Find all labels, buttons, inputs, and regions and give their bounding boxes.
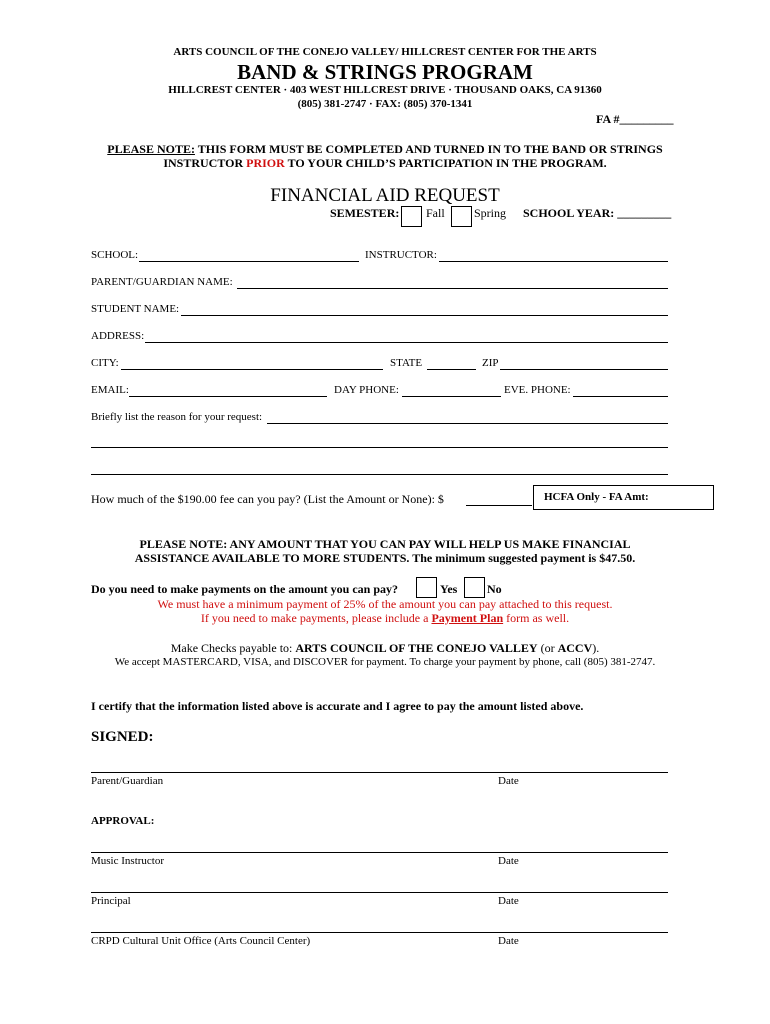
parent-label: PARENT/GUARDIAN NAME: [91,276,233,288]
principal-signature-label: Principal [91,895,131,907]
notice-line-1 [0,142,770,157]
city-input[interactable] [121,369,383,370]
semester-label: SEMESTER: [330,206,400,220]
notice-prior: PRIOR [246,156,285,170]
student-input[interactable] [181,315,668,316]
instructor-label: INSTRUCTOR: [365,249,437,261]
eve-phone-input[interactable] [573,396,668,397]
payment-plan-note-b: form as well. [503,611,570,625]
min-payment-note: We must have a minimum payment of 25% of the amount you can pay attached to this request. [157,597,613,611]
org-line: ARTS COUNCIL OF THE CONEJO VALLEY/ HILLCREST CENTER FOR THE ARTS [173,46,597,58]
hcfa-box [533,485,714,510]
state-label: STATE [390,357,423,369]
payments-no-label: No [487,582,502,596]
zip-label: ZIP [482,357,499,369]
student-label: STUDENT NAME: [91,303,180,315]
day-phone-input[interactable] [402,396,501,397]
fall-label: Fall [426,206,445,220]
zip-input[interactable] [500,369,668,370]
fee-amount-input[interactable] [466,505,532,506]
checks-e: ). [592,641,600,655]
state-input[interactable] [427,369,476,370]
day-phone-label: DAY PHONE: [334,384,399,396]
notice-text-1: THIS FORM MUST BE COMPLETED AND TURNED IN TO THE BAND OR STRINGS [194,142,663,156]
payment-plan-note [0,611,770,626]
reason-label: Briefly list the reason for your request: [91,411,263,423]
reason-input-line-3[interactable] [91,474,668,475]
phone-line: (805) 381-2747 · FAX: (805) 370-1341 [297,98,473,110]
address-input[interactable] [145,342,668,343]
fee-question: How much of the $190.00 fee can you pay? (List the Amount or None): $ [91,492,444,506]
hcfa-label: HCFA Only - FA Amt: [544,491,649,503]
cards-line: We accept MASTERCARD, VISA, and DISCOVER for payment. To charge your payment by phone, call (805) 381-2747. [114,656,656,668]
approval-label: APPROVAL: [91,815,155,827]
signed-label: SIGNED: [91,729,154,745]
checks-c: (or [537,641,558,655]
checks-a: Make Checks payable to: [170,641,296,655]
payment-plan-note-a: If you need to make payments, please include a [200,611,432,625]
instructor-date-label: Date [498,855,519,867]
email-input[interactable] [129,396,327,397]
address-label: ADDRESS: [91,330,145,342]
crpd-signature-label: CRPD Cultural Unit Office (Arts Council Center) [91,935,311,947]
program-title: BAND & STRINGS PROGRAM [237,60,533,84]
notice-prefix: PLEASE NOTE: [107,142,195,156]
city-label: CITY: [91,357,119,369]
instructor-signature-label: Music Instructor [91,855,165,867]
parent-signature-label: Parent/Guardian [91,775,164,787]
school-label: SCHOOL: [91,249,139,261]
parent-input[interactable] [237,288,668,289]
crpd-signature-line[interactable] [91,932,668,933]
notice-line-2 [0,156,770,171]
crpd-date-label: Date [498,935,519,947]
principal-date-label: Date [498,895,519,907]
form-title: FINANCIAL AID REQUEST [270,185,500,206]
fa-label: FA # [596,112,620,126]
address-line: HILLCREST CENTER · 403 WEST HILLCREST DRIVE · THOUSAND OAKS, CA 91360 [168,84,602,96]
assist-note-line-1: PLEASE NOTE: ANY AMOUNT THAT YOU CAN PAY WILL HELP US MAKE FINANCIAL [139,537,631,551]
checks-org: ARTS COUNCIL OF THE CONEJO VALLEY [295,641,538,655]
fa-value: _________ [619,112,674,126]
email-label: EMAIL: [91,384,129,396]
fa-number [596,112,673,127]
instructor-signature-line[interactable] [91,852,668,853]
fall-checkbox[interactable] [401,206,422,227]
payments-question: Do you need to make payments on the amount you can pay? [91,582,399,596]
checks-accv: ACCV [557,641,593,655]
eve-phone-label: EVE. PHONE: [504,384,571,396]
assist-note-line-2: ASSISTANCE AVAILABLE TO MORE STUDENTS. The minimum suggested payment is $47.50. [134,551,636,565]
parent-signature-line[interactable] [91,772,668,773]
checks-payable-line [0,641,770,656]
notice-text-2a: INSTRUCTOR [163,156,247,170]
school-input[interactable] [139,261,359,262]
spring-checkbox[interactable] [451,206,472,227]
payment-plan-link[interactable]: Payment Plan [431,611,504,625]
certify-statement: I certify that the information listed above is accurate and I agree to pay the amount listed above. [91,699,584,713]
notice-text-2b: TO YOUR CHILD’S PARTICIPATION IN THE PROGRAM. [284,156,607,170]
school-year-label: SCHOOL YEAR: _________ [523,206,672,220]
payments-no-checkbox[interactable] [464,577,485,598]
payments-yes-label: Yes [440,582,458,596]
payments-yes-checkbox[interactable] [416,577,437,598]
instructor-input[interactable] [439,261,668,262]
reason-input-line-1[interactable] [267,423,668,424]
principal-signature-line[interactable] [91,892,668,893]
parent-date-label: Date [498,775,519,787]
spring-label: Spring [474,206,507,220]
reason-input-line-2[interactable] [91,447,668,448]
